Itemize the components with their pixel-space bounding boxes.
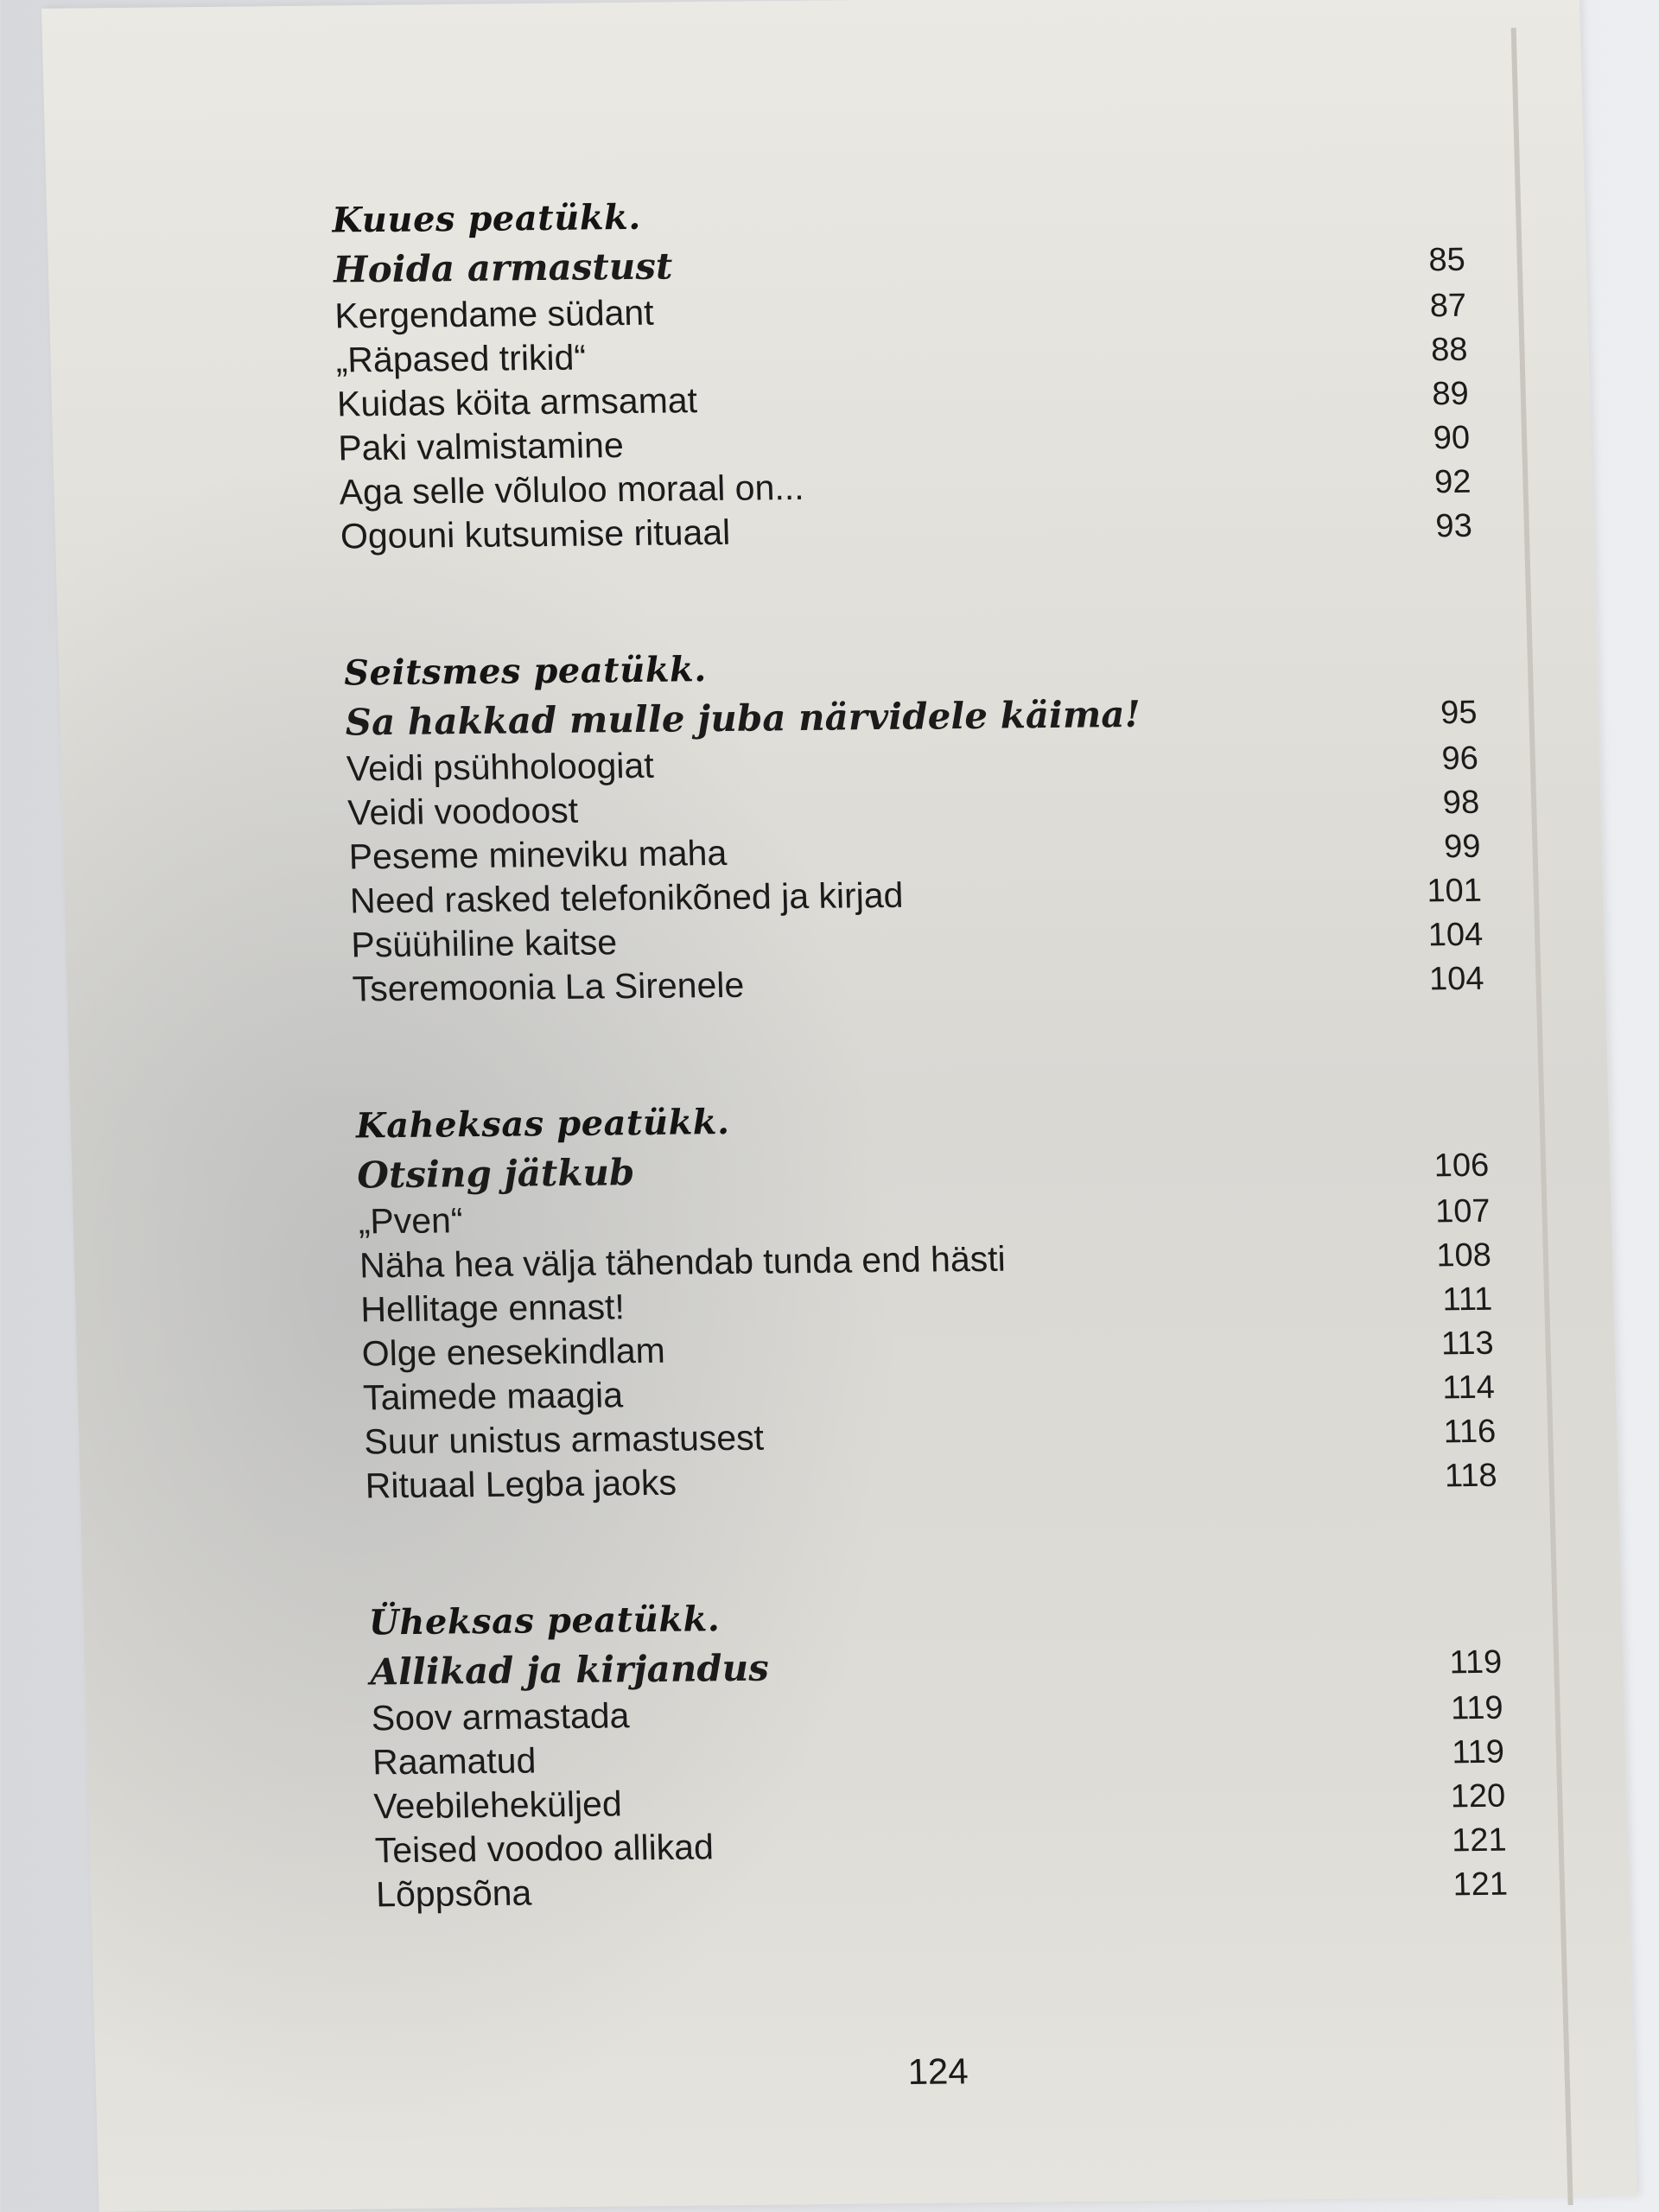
page-ref: 119 xyxy=(1450,1689,1504,1727)
page-ref: 85 xyxy=(1427,241,1466,279)
page-ref: 104 xyxy=(1427,916,1484,954)
page-ref: 101 xyxy=(1426,872,1483,910)
page-ref: 106 xyxy=(1433,1147,1490,1185)
chapter-eight xyxy=(355,1090,1497,1509)
entry-text: Rituaal Legba jaoks xyxy=(365,1462,677,1506)
chapter-label: Seitsmes peatükk. xyxy=(343,649,708,694)
entry-text: Teised voodoo allikad xyxy=(374,1827,715,1871)
chapter-title: Hoida armastust xyxy=(333,245,673,291)
chapter-six xyxy=(332,184,1473,559)
entry-text: Olge enesekindlam xyxy=(361,1330,666,1374)
book-page xyxy=(41,0,1637,2212)
page-ref: 118 xyxy=(1444,1457,1498,1495)
page-ref: 95 xyxy=(1440,694,1478,732)
chapter-label: Kuues peatükk. xyxy=(331,196,642,241)
entry-text: Soov armastada xyxy=(371,1695,630,1738)
page-ref: 107 xyxy=(1434,1192,1491,1230)
entry-text: Raamatud xyxy=(372,1740,537,1783)
entry-text: Taimede maagia xyxy=(362,1375,624,1418)
page-number: 124 xyxy=(906,2050,969,2093)
entry-text: Lõppsõna xyxy=(375,1872,532,1915)
page-ref: 119 xyxy=(1451,1733,1505,1771)
entry-text: Psüühiline kaitse xyxy=(350,922,618,965)
entry-text: Kergendame südant xyxy=(334,292,655,336)
page-ref: 93 xyxy=(1434,507,1473,545)
page-ref: 90 xyxy=(1433,419,1471,457)
entry-text: Veidi psühholoogiat xyxy=(346,745,655,789)
page-ref: 113 xyxy=(1440,1325,1495,1363)
page-ref: 114 xyxy=(1441,1369,1496,1407)
page-ref: 104 xyxy=(1428,960,1485,998)
table-of-contents xyxy=(332,184,1511,2007)
page-ref: 116 xyxy=(1443,1413,1497,1451)
entry-text: Veidi voodoost xyxy=(346,790,579,833)
page-ref: 120 xyxy=(1450,1777,1506,1815)
entry-text: „Räpased trikid“ xyxy=(335,337,587,380)
page-ref: 119 xyxy=(1449,1643,1503,1681)
page-ref: 89 xyxy=(1431,375,1470,413)
chapter-seven xyxy=(343,637,1484,1012)
chapter-title: Sa hakkad mulle juba närvidele käima! xyxy=(345,692,1141,744)
entry-text: Tseremoonia La Sirenele xyxy=(352,964,745,1009)
page-ref: 111 xyxy=(1441,1281,1493,1319)
chapter-label: Üheksas peatükk. xyxy=(368,1599,721,1643)
entry-text: Peseme mineviku maha xyxy=(348,832,728,877)
entry-text: Paki valmistamine xyxy=(337,425,625,468)
page-ref: 92 xyxy=(1433,463,1471,501)
chapter-nine xyxy=(368,1586,1508,1917)
page-ref: 99 xyxy=(1443,828,1482,866)
page-ref: 88 xyxy=(1430,331,1468,369)
entry-text: Näha hea välja tähendab tunda end hästi xyxy=(359,1238,1007,1286)
chapter-title: Allikad ja kirjandus xyxy=(369,1646,770,1694)
entry-text: Suur unistus armastusest xyxy=(363,1417,765,1462)
page-ref: 121 xyxy=(1451,1821,1508,1859)
page-ref: 121 xyxy=(1452,1866,1509,1904)
entry-text: Veebileheküljed xyxy=(372,1783,623,1827)
entry-text: Need rasked telefonikõned ja kirjad xyxy=(349,874,904,921)
entry-text: Aga selle võluloo moraal on... xyxy=(339,467,805,512)
chapter-label: Kaheksas peatükk. xyxy=(355,1101,730,1147)
page-ref: 98 xyxy=(1442,784,1480,822)
chapter-title: Otsing jätkub xyxy=(356,1151,635,1197)
page-ref: 87 xyxy=(1429,287,1467,325)
entry-text: „Pven“ xyxy=(358,1200,464,1242)
page-ref: 96 xyxy=(1440,740,1479,778)
page-ref: 108 xyxy=(1435,1236,1492,1274)
entry-text: Kuidas köita armsamat xyxy=(336,380,698,424)
entry-text: Ogouni kutsumise rituaal xyxy=(340,512,731,556)
page-edge xyxy=(1511,28,1573,2205)
entry-text: Hellitage ennast! xyxy=(359,1287,626,1330)
